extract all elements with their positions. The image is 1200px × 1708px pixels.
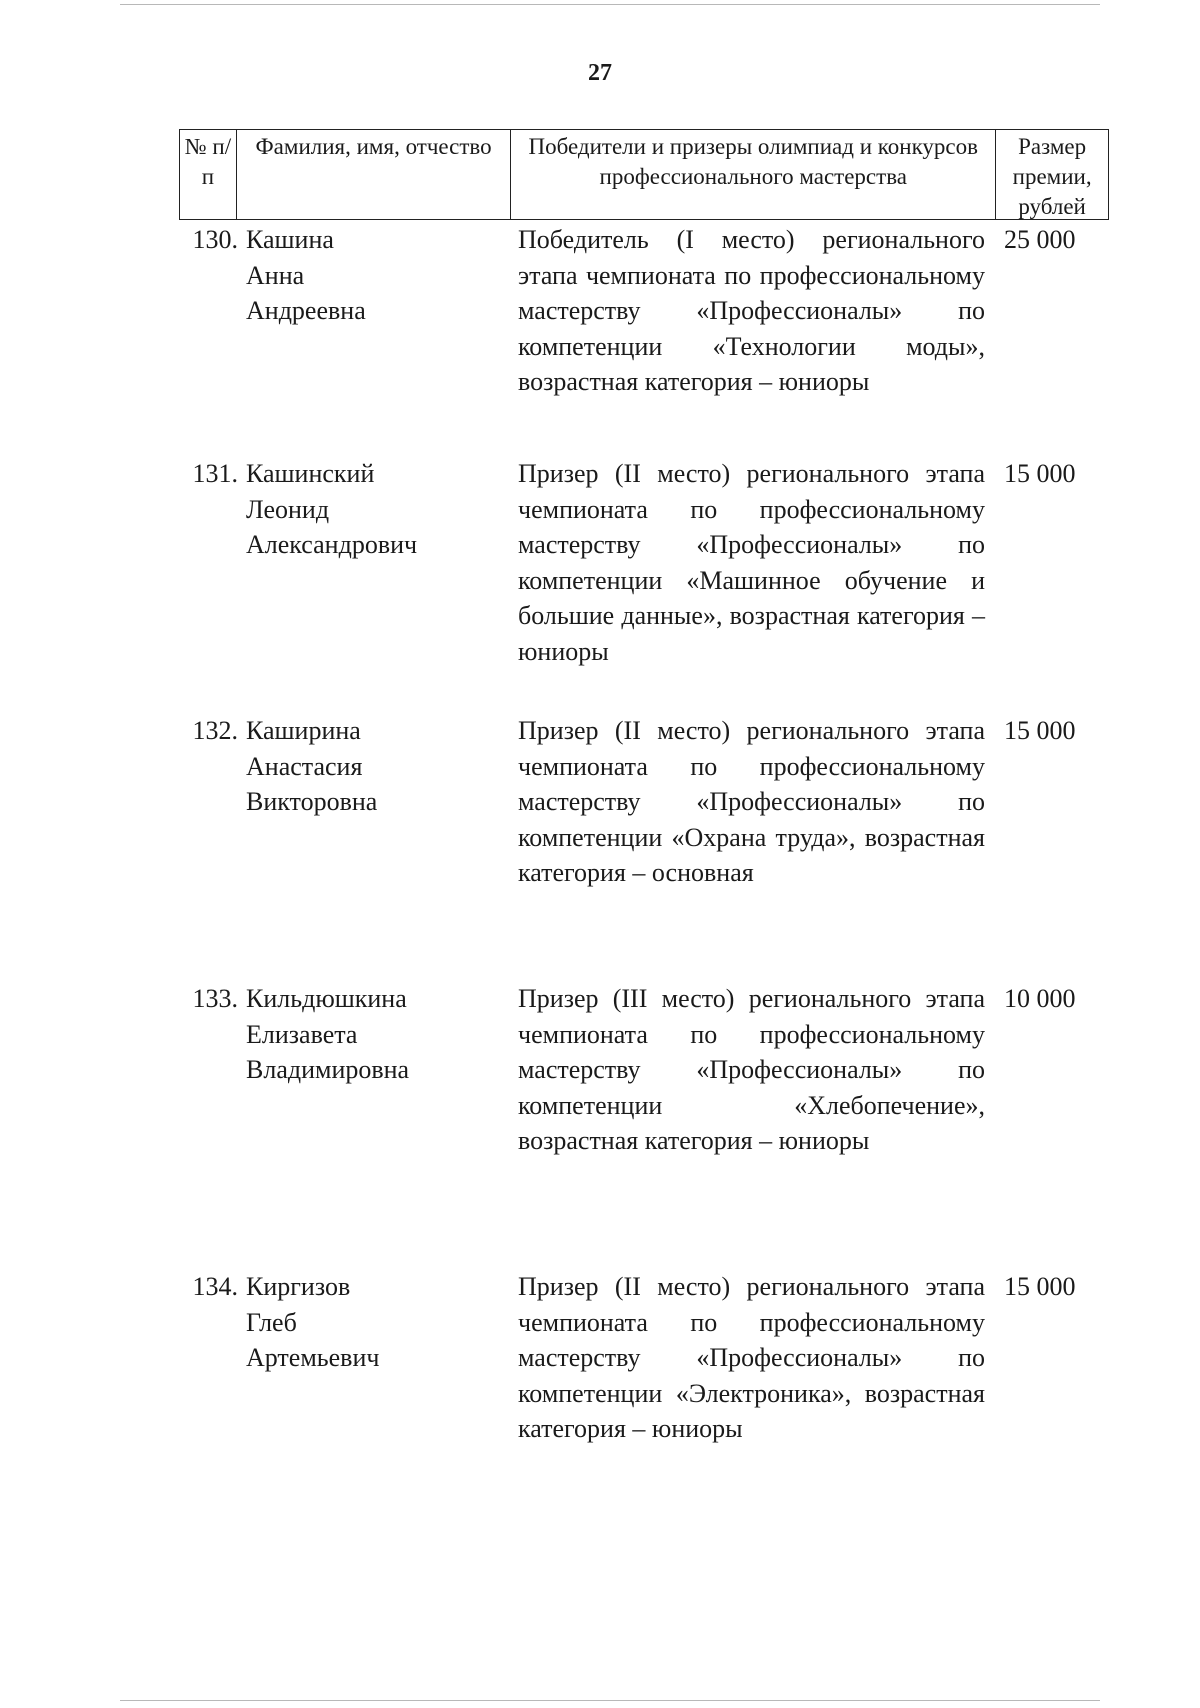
row-name bbox=[246, 713, 506, 820]
header-amount: Размер премии, рублей bbox=[1012, 134, 1092, 219]
row-description: Призер (II место) регионального этапа чемпионата по профессиональному мастерству «Профессионалы» по компетенции «Машинное обучение и большие данные», возрастная категория – юниоры bbox=[518, 459, 985, 666]
row-amount: 15 000 bbox=[1004, 459, 1076, 488]
surname: Каширина bbox=[246, 716, 361, 745]
surname: Кашинский bbox=[246, 459, 375, 488]
row-number: 130. bbox=[192, 225, 238, 254]
surname: Кильдюшкина bbox=[246, 984, 407, 1013]
header-description: Победители и призеры олимпиад и конкурсов профессионального мастерства bbox=[511, 130, 996, 219]
surname: Кашина bbox=[246, 225, 334, 254]
row-number: 134. bbox=[192, 1272, 238, 1301]
patronymic: Артемьевич bbox=[246, 1343, 380, 1372]
row-amount: 15 000 bbox=[1004, 716, 1076, 745]
first-name: Анна bbox=[246, 260, 305, 290]
row-name bbox=[246, 222, 506, 329]
patronymic: Александрович bbox=[246, 530, 418, 559]
row-description: Победитель (I место) регионального этапа чемпионата по профессиональному мастерству «Профессионалы» по компетенции «Технологии моды», возрастная категория – юниоры bbox=[518, 225, 985, 396]
page-number: 27 bbox=[588, 60, 612, 86]
header-number: № п/п bbox=[180, 130, 237, 219]
row-number: 133. bbox=[192, 984, 238, 1013]
row-amount: 15 000 bbox=[1004, 1272, 1076, 1301]
row-number: 132. bbox=[192, 716, 238, 745]
row-amount: 10 000 bbox=[1004, 984, 1076, 1013]
header-name: Фамилия, имя, отчество bbox=[237, 130, 511, 219]
row-description: Призер (II место) регионального этапа чемпионата по профессиональному мастерству «Профессионалы» по компетенции «Охрана труда», возрастная категория – основная bbox=[518, 716, 985, 887]
row-description: Призер (II место) регионального этапа чемпионата по профессиональному мастерству «Профессионалы» по компетенции «Электроника», возрастная категория – юниоры bbox=[518, 1272, 985, 1443]
first-name: Леонид bbox=[246, 494, 330, 524]
scan-edge-top bbox=[120, 4, 1100, 5]
row-name bbox=[246, 981, 506, 1088]
first-name: Глеб bbox=[246, 1307, 297, 1337]
row-name bbox=[246, 456, 506, 563]
row-number: 131. bbox=[192, 459, 238, 488]
row-name bbox=[246, 1269, 506, 1376]
patronymic: Андреевна bbox=[246, 296, 366, 325]
scan-edge-bottom bbox=[120, 1700, 1100, 1701]
surname: Киргизов bbox=[246, 1272, 351, 1301]
first-name: Анастасия bbox=[246, 751, 363, 781]
patronymic: Викторовна bbox=[246, 787, 378, 816]
row-amount: 25 000 bbox=[1004, 225, 1076, 254]
first-name: Елизавета bbox=[246, 1019, 358, 1049]
row-description: Призер (III место) регионального этапа чемпионата по профессиональному мастерству «Профессионалы» по компетенции «Хлебопечение», возрастная категория – юниоры bbox=[518, 984, 985, 1155]
table-header bbox=[179, 129, 1109, 220]
patronymic: Владимировна bbox=[246, 1055, 410, 1084]
